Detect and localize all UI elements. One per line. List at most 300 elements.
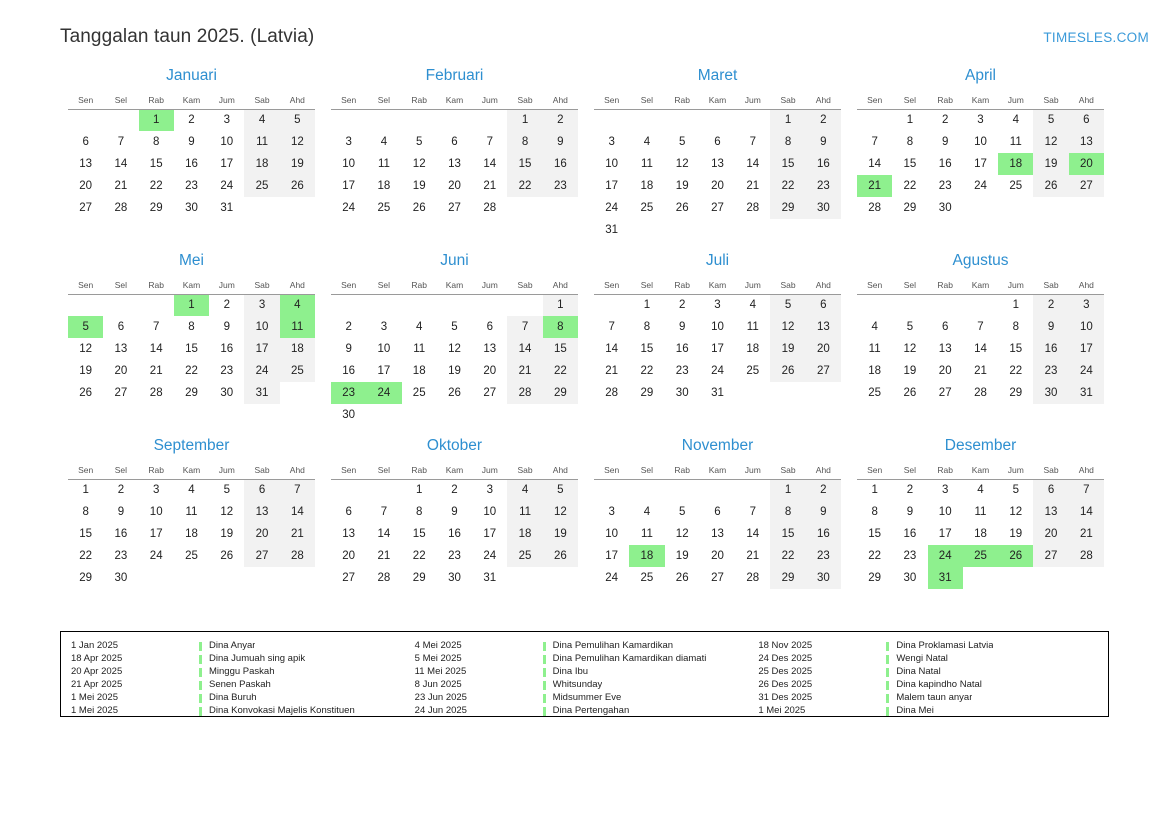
day-cell[interactable]: 29 [79, 572, 93, 584]
day-cell[interactable]: 7 [608, 321, 615, 333]
day-cell[interactable]: 7 [153, 321, 160, 333]
day-cell[interactable]: 17 [483, 528, 497, 540]
day-cell[interactable]: 15 [185, 343, 198, 355]
day-cell[interactable]: 10 [377, 343, 391, 355]
day-cell[interactable]: 10 [605, 158, 619, 170]
day-cell[interactable]: 20 [244, 523, 279, 545]
day-cell[interactable]: 17 [377, 365, 391, 377]
day-cell[interactable]: 4 [244, 109, 279, 131]
day-cell[interactable]: 24 [605, 202, 619, 214]
day-cell[interactable]: 9 [223, 321, 230, 333]
day-cell[interactable]: 23 [675, 365, 689, 377]
day-cell[interactable]: 28 [507, 382, 542, 404]
day-cell[interactable]: 2 [117, 484, 125, 497]
day-cell[interactable]: 16 [543, 153, 578, 175]
day-cell[interactable]: 24 [605, 572, 619, 584]
day-cell[interactable]: 7 [486, 136, 493, 148]
day-cell[interactable]: 19 [543, 523, 578, 545]
day-cell[interactable]: 31 [711, 387, 724, 399]
day-cell[interactable]: 20 [1033, 523, 1068, 545]
day-cell[interactable]: 12 [903, 343, 917, 355]
day-cell[interactable]: 6 [486, 321, 493, 333]
day-cell[interactable]: 8 [770, 131, 805, 153]
day-cell[interactable]: 29 [770, 197, 805, 219]
day-cell[interactable]: 5 [679, 136, 686, 148]
day-cell[interactable]: 10 [342, 158, 356, 170]
day-cell[interactable]: 28 [1069, 545, 1104, 567]
day-cell[interactable]: 18 [507, 523, 542, 545]
day-cell[interactable]: 17 [605, 180, 619, 192]
day-cell[interactable]: 31 [220, 202, 234, 214]
day-cell[interactable]: 17 [149, 528, 163, 540]
day-cell[interactable]: 14 [149, 343, 163, 355]
day-cell[interactable]: 30 [938, 202, 952, 214]
day-cell[interactable]: 28 [149, 387, 163, 399]
day-cell[interactable]: 13 [1033, 501, 1068, 523]
day-cell[interactable]: 8 [153, 136, 160, 148]
day-cell[interactable]: 28 [746, 572, 760, 584]
day-cell[interactable]: 24 [149, 550, 163, 562]
day-cell[interactable]: 29 [543, 382, 578, 404]
day-cell[interactable]: 26 [280, 175, 315, 197]
day-cell[interactable]: 18 [377, 180, 391, 192]
day-cell[interactable]: 14 [114, 158, 128, 170]
day-cell[interactable]: 4 [188, 484, 195, 497]
day-cell[interactable]: 18 [185, 528, 198, 540]
day-cell[interactable]: 12 [543, 501, 578, 523]
day-cell[interactable]: 3 [486, 484, 493, 497]
day-cell[interactable]: 9 [1033, 316, 1068, 338]
day-cell[interactable]: 5 [679, 506, 686, 518]
day-cell[interactable]: 26 [675, 572, 689, 584]
day-cell[interactable]: 28 [114, 202, 128, 214]
day-cell[interactable]: 29 [185, 387, 198, 399]
day-cell[interactable]: 5 [1012, 484, 1019, 497]
day-cell[interactable]: 6 [1033, 479, 1068, 501]
day-cell[interactable]: 6 [345, 506, 352, 518]
day-cell[interactable]: 13 [342, 528, 356, 540]
day-cell[interactable]: 25 [640, 202, 654, 214]
day-cell[interactable]: 15 [149, 158, 163, 170]
day-cell[interactable]: 27 [448, 202, 461, 214]
day-cell[interactable]: 23 [903, 550, 917, 562]
day-cell[interactable]: 6 [82, 136, 89, 148]
day-cell-holiday[interactable]: 4 [280, 294, 315, 316]
day-cell[interactable]: 7 [749, 506, 756, 518]
day-cell[interactable]: 17 [342, 180, 356, 192]
day-cell[interactable]: 11 [377, 158, 390, 170]
day-cell[interactable]: 13 [711, 158, 724, 170]
day-cell[interactable]: 6 [714, 506, 721, 518]
day-cell[interactable]: 20 [114, 365, 128, 377]
day-cell[interactable]: 27 [342, 572, 356, 584]
day-cell[interactable]: 5 [280, 109, 315, 131]
day-cell[interactable]: 29 [149, 202, 163, 214]
day-cell[interactable]: 31 [1069, 382, 1104, 404]
day-cell[interactable]: 21 [377, 550, 391, 562]
day-cell[interactable]: 10 [938, 506, 952, 518]
day-cell[interactable]: 9 [345, 343, 352, 355]
day-cell[interactable]: 10 [711, 321, 724, 333]
day-cell-holiday[interactable]: 5 [68, 316, 103, 338]
day-cell[interactable]: 13 [244, 501, 279, 523]
day-cell[interactable]: 17 [1069, 338, 1104, 360]
day-cell[interactable]: 24 [220, 180, 234, 192]
day-cell[interactable]: 3 [608, 506, 615, 518]
day-cell[interactable]: 16 [903, 528, 917, 540]
day-cell[interactable]: 15 [543, 338, 578, 360]
day-cell[interactable]: 4 [380, 136, 388, 148]
day-cell[interactable]: 20 [448, 180, 461, 192]
day-cell[interactable]: 1 [770, 479, 805, 501]
day-cell[interactable]: 24 [244, 360, 279, 382]
day-cell[interactable]: 16 [675, 343, 689, 355]
day-cell[interactable]: 19 [79, 365, 93, 377]
day-cell[interactable]: 6 [117, 321, 125, 333]
day-cell[interactable]: 27 [1033, 545, 1068, 567]
day-cell[interactable]: 30 [220, 387, 234, 399]
day-cell[interactable]: 28 [377, 572, 391, 584]
day-cell[interactable]: 4 [416, 321, 423, 333]
day-cell[interactable]: 25 [868, 387, 882, 399]
day-cell[interactable]: 16 [806, 523, 841, 545]
day-cell[interactable]: 22 [1009, 365, 1023, 377]
day-cell-holiday[interactable]: 24 [928, 545, 963, 567]
day-cell[interactable]: 14 [507, 338, 542, 360]
day-cell[interactable]: 7 [871, 136, 878, 148]
day-cell[interactable]: 13 [79, 158, 93, 170]
day-cell[interactable]: 13 [448, 158, 461, 170]
day-cell[interactable]: 11 [974, 506, 987, 518]
day-cell[interactable]: 4 [871, 321, 878, 333]
day-cell-holiday[interactable]: 11 [280, 316, 315, 338]
day-cell[interactable]: 14 [974, 343, 987, 355]
day-cell[interactable]: 22 [412, 550, 426, 562]
day-cell[interactable]: 23 [806, 545, 841, 567]
day-cell[interactable]: 5 [416, 136, 423, 148]
day-cell[interactable]: 26 [220, 550, 234, 562]
day-cell[interactable]: 11 [185, 506, 198, 518]
day-cell[interactable]: 4 [643, 136, 651, 148]
day-cell[interactable]: 2 [806, 109, 841, 131]
day-cell[interactable]: 24 [711, 365, 724, 377]
day-cell[interactable]: 21 [483, 180, 497, 192]
day-cell[interactable]: 8 [188, 321, 195, 333]
day-cell[interactable]: 12 [675, 528, 689, 540]
day-cell[interactable]: 26 [79, 387, 93, 399]
day-cell[interactable]: 22 [149, 180, 163, 192]
day-cell[interactable]: 29 [770, 567, 805, 589]
day-cell[interactable]: 1 [770, 109, 805, 131]
day-cell[interactable]: 8 [1012, 321, 1019, 333]
day-cell[interactable]: 14 [746, 158, 760, 170]
day-cell[interactable]: 12 [412, 158, 426, 170]
day-cell[interactable]: 3 [380, 321, 388, 333]
day-cell[interactable]: 19 [280, 153, 315, 175]
day-cell[interactable]: 13 [483, 343, 497, 355]
day-cell-holiday[interactable]: 25 [963, 545, 998, 567]
day-cell[interactable]: 4 [977, 484, 984, 497]
day-cell[interactable]: 1 [543, 294, 578, 316]
day-cell[interactable]: 22 [543, 360, 578, 382]
day-cell[interactable]: 26 [903, 387, 917, 399]
day-cell[interactable]: 8 [507, 131, 542, 153]
day-cell[interactable]: 25 [640, 572, 654, 584]
day-cell[interactable]: 19 [675, 550, 689, 562]
day-cell[interactable]: 2 [806, 479, 841, 501]
day-cell[interactable]: 9 [451, 506, 458, 518]
day-cell[interactable]: 8 [82, 506, 89, 518]
day-cell[interactable]: 19 [412, 180, 426, 192]
day-cell[interactable]: 25 [185, 550, 198, 562]
day-cell[interactable]: 23 [543, 175, 578, 197]
day-cell[interactable]: 16 [185, 158, 198, 170]
day-cell-holiday[interactable]: 21 [857, 175, 892, 197]
day-cell[interactable]: 4 [749, 299, 756, 312]
day-cell-holiday[interactable]: 24 [366, 382, 401, 404]
day-cell[interactable]: 28 [605, 387, 619, 399]
day-cell[interactable]: 29 [412, 572, 426, 584]
day-cell[interactable]: 14 [605, 343, 619, 355]
day-cell[interactable]: 17 [974, 158, 987, 170]
day-cell[interactable]: 15 [507, 153, 542, 175]
day-cell-holiday[interactable]: 18 [629, 545, 664, 567]
day-cell[interactable]: 11 [413, 343, 426, 355]
day-cell[interactable]: 26 [543, 545, 578, 567]
day-cell[interactable]: 28 [974, 387, 987, 399]
day-cell-holiday[interactable]: 1 [139, 109, 174, 131]
day-cell[interactable]: 30 [342, 409, 356, 421]
day-cell[interactable]: 2 [906, 484, 914, 497]
day-cell[interactable]: 18 [412, 365, 426, 377]
day-cell[interactable]: 23 [806, 175, 841, 197]
day-cell[interactable]: 25 [412, 387, 426, 399]
day-cell[interactable]: 16 [1033, 338, 1068, 360]
day-cell[interactable]: 11 [244, 131, 279, 153]
day-cell-holiday[interactable]: 1 [174, 294, 209, 316]
day-cell[interactable]: 19 [903, 365, 917, 377]
day-cell[interactable]: 15 [1009, 343, 1023, 355]
day-cell[interactable]: 20 [483, 365, 497, 377]
day-cell[interactable]: 10 [220, 136, 234, 148]
day-cell[interactable]: 30 [1033, 382, 1068, 404]
day-cell[interactable]: 10 [1069, 316, 1104, 338]
day-cell[interactable]: 2 [942, 114, 949, 127]
day-cell[interactable]: 1 [82, 484, 89, 497]
day-cell[interactable]: 21 [507, 360, 542, 382]
day-cell[interactable]: 5 [770, 294, 805, 316]
day-cell[interactable]: 13 [1069, 131, 1104, 153]
day-cell[interactable]: 1 [643, 299, 651, 312]
day-cell[interactable]: 6 [714, 136, 721, 148]
day-cell[interactable]: 7 [749, 136, 756, 148]
day-cell[interactable]: 8 [416, 506, 423, 518]
day-cell[interactable]: 28 [483, 202, 497, 214]
day-cell[interactable]: 26 [1033, 175, 1068, 197]
day-cell[interactable]: 1 [906, 114, 914, 127]
day-cell[interactable]: 2 [679, 299, 686, 312]
day-cell[interactable]: 24 [483, 550, 497, 562]
day-cell[interactable]: 19 [1009, 528, 1023, 540]
day-cell[interactable]: 30 [185, 202, 198, 214]
day-cell[interactable]: 3 [942, 484, 949, 497]
day-cell[interactable]: 27 [711, 202, 724, 214]
day-cell[interactable]: 23 [114, 550, 128, 562]
day-cell[interactable]: 25 [244, 175, 279, 197]
day-cell[interactable]: 14 [868, 158, 882, 170]
day-cell[interactable]: 12 [220, 506, 234, 518]
day-cell[interactable]: 21 [149, 365, 163, 377]
day-cell[interactable]: 28 [868, 202, 882, 214]
day-cell[interactable]: 25 [507, 545, 542, 567]
day-cell[interactable]: 17 [244, 338, 279, 360]
day-cell[interactable]: 3 [1069, 294, 1104, 316]
day-cell[interactable]: 18 [280, 338, 315, 360]
day-cell[interactable]: 22 [507, 175, 542, 197]
day-cell[interactable]: 9 [806, 501, 841, 523]
day-cell[interactable]: 8 [770, 501, 805, 523]
day-cell[interactable]: 9 [679, 321, 686, 333]
day-cell[interactable]: 8 [643, 321, 651, 333]
day-cell[interactable]: 14 [280, 501, 315, 523]
day-cell[interactable]: 14 [377, 528, 391, 540]
day-cell[interactable]: 21 [605, 365, 619, 377]
day-cell[interactable]: 10 [149, 506, 163, 518]
day-cell[interactable]: 3 [977, 114, 984, 127]
day-cell[interactable]: 7 [380, 506, 388, 518]
day-cell-holiday[interactable]: 23 [331, 382, 366, 404]
day-cell[interactable]: 11 [1009, 136, 1022, 148]
day-cell[interactable]: 10 [974, 136, 987, 148]
day-cell[interactable]: 17 [220, 158, 234, 170]
day-cell[interactable]: 30 [903, 572, 917, 584]
day-cell[interactable]: 20 [711, 180, 724, 192]
day-cell[interactable]: 2 [345, 321, 352, 333]
day-cell[interactable]: 16 [114, 528, 128, 540]
day-cell[interactable]: 23 [220, 365, 234, 377]
day-cell-holiday[interactable]: 18 [998, 153, 1033, 175]
day-cell[interactable]: 30 [806, 197, 841, 219]
day-cell[interactable]: 17 [711, 343, 724, 355]
day-cell[interactable]: 26 [675, 202, 689, 214]
day-cell[interactable]: 23 [185, 180, 198, 192]
day-cell[interactable]: 9 [117, 506, 125, 518]
day-cell[interactable]: 27 [938, 387, 952, 399]
day-cell[interactable]: 22 [79, 550, 93, 562]
day-cell[interactable]: 26 [770, 360, 805, 382]
day-cell[interactable]: 23 [938, 180, 952, 192]
day-cell[interactable]: 5 [543, 479, 578, 501]
day-cell[interactable]: 8 [906, 136, 914, 148]
brand-link[interactable]: TIMESLES.COM [1043, 29, 1149, 45]
day-cell[interactable]: 3 [244, 294, 279, 316]
day-cell[interactable]: 20 [711, 550, 724, 562]
day-cell[interactable]: 13 [711, 528, 724, 540]
day-cell[interactable]: 24 [974, 180, 987, 192]
day-cell[interactable]: 23 [448, 550, 461, 562]
day-cell[interactable]: 6 [244, 479, 279, 501]
day-cell-holiday[interactable]: 8 [543, 316, 578, 338]
day-cell[interactable]: 15 [79, 528, 93, 540]
day-cell[interactable]: 2 [223, 299, 230, 312]
day-cell[interactable]: 13 [806, 316, 841, 338]
day-cell[interactable]: 10 [244, 316, 279, 338]
day-cell[interactable]: 1 [416, 484, 423, 497]
day-cell[interactable]: 28 [280, 545, 315, 567]
day-cell[interactable]: 7 [117, 136, 125, 148]
day-cell[interactable]: 5 [906, 321, 914, 333]
day-cell[interactable]: 5 [1033, 109, 1068, 131]
day-cell[interactable]: 16 [220, 343, 234, 355]
day-cell[interactable]: 1 [507, 109, 542, 131]
day-cell[interactable]: 24 [1069, 360, 1104, 382]
day-cell[interactable]: 20 [938, 365, 952, 377]
day-cell[interactable]: 30 [675, 387, 689, 399]
day-cell[interactable]: 19 [675, 180, 689, 192]
day-cell[interactable]: 21 [1069, 523, 1104, 545]
day-cell[interactable]: 31 [483, 572, 497, 584]
day-cell[interactable]: 18 [974, 528, 987, 540]
day-cell[interactable]: 10 [605, 528, 619, 540]
day-cell[interactable]: 30 [448, 572, 461, 584]
day-cell[interactable]: 29 [868, 572, 882, 584]
day-cell[interactable]: 31 [244, 382, 279, 404]
day-cell[interactable]: 5 [451, 321, 458, 333]
day-cell[interactable]: 22 [868, 550, 882, 562]
day-cell[interactable]: 21 [974, 365, 987, 377]
day-cell[interactable]: 9 [543, 131, 578, 153]
day-cell[interactable]: 18 [244, 153, 279, 175]
day-cell[interactable]: 8 [871, 506, 878, 518]
day-cell[interactable]: 29 [1009, 387, 1023, 399]
day-cell[interactable]: 16 [448, 528, 461, 540]
day-cell[interactable]: 6 [942, 321, 949, 333]
day-cell[interactable]: 27 [79, 202, 93, 214]
day-cell[interactable]: 19 [770, 338, 805, 360]
day-cell[interactable]: 6 [451, 136, 458, 148]
day-cell[interactable]: 20 [806, 338, 841, 360]
day-cell[interactable]: 16 [342, 365, 356, 377]
day-cell[interactable]: 21 [280, 523, 315, 545]
day-cell[interactable]: 27 [1069, 175, 1104, 197]
day-cell[interactable]: 27 [483, 387, 497, 399]
day-cell[interactable]: 3 [223, 114, 230, 127]
day-cell[interactable]: 22 [185, 365, 198, 377]
day-cell[interactable]: 9 [188, 136, 195, 148]
day-cell[interactable]: 15 [868, 528, 882, 540]
day-cell[interactable]: 11 [746, 321, 759, 333]
day-cell[interactable]: 15 [770, 523, 805, 545]
day-cell[interactable]: 12 [675, 158, 689, 170]
day-cell[interactable]: 26 [448, 387, 461, 399]
day-cell[interactable]: 27 [114, 387, 128, 399]
day-cell[interactable]: 4 [1012, 114, 1019, 127]
day-cell[interactable]: 25 [1009, 180, 1023, 192]
day-cell[interactable]: 19 [1033, 153, 1068, 175]
day-cell[interactable]: 12 [79, 343, 93, 355]
day-cell[interactable]: 19 [448, 365, 461, 377]
day-cell[interactable]: 7 [977, 321, 984, 333]
day-cell[interactable]: 22 [903, 180, 917, 192]
day-cell[interactable]: 9 [806, 131, 841, 153]
day-cell[interactable]: 2 [543, 109, 578, 131]
day-cell[interactable]: 15 [903, 158, 917, 170]
day-cell[interactable]: 3 [153, 484, 160, 497]
day-cell[interactable]: 27 [244, 545, 279, 567]
day-cell[interactable]: 19 [220, 528, 234, 540]
day-cell[interactable]: 22 [770, 175, 805, 197]
day-cell[interactable]: 20 [79, 180, 93, 192]
